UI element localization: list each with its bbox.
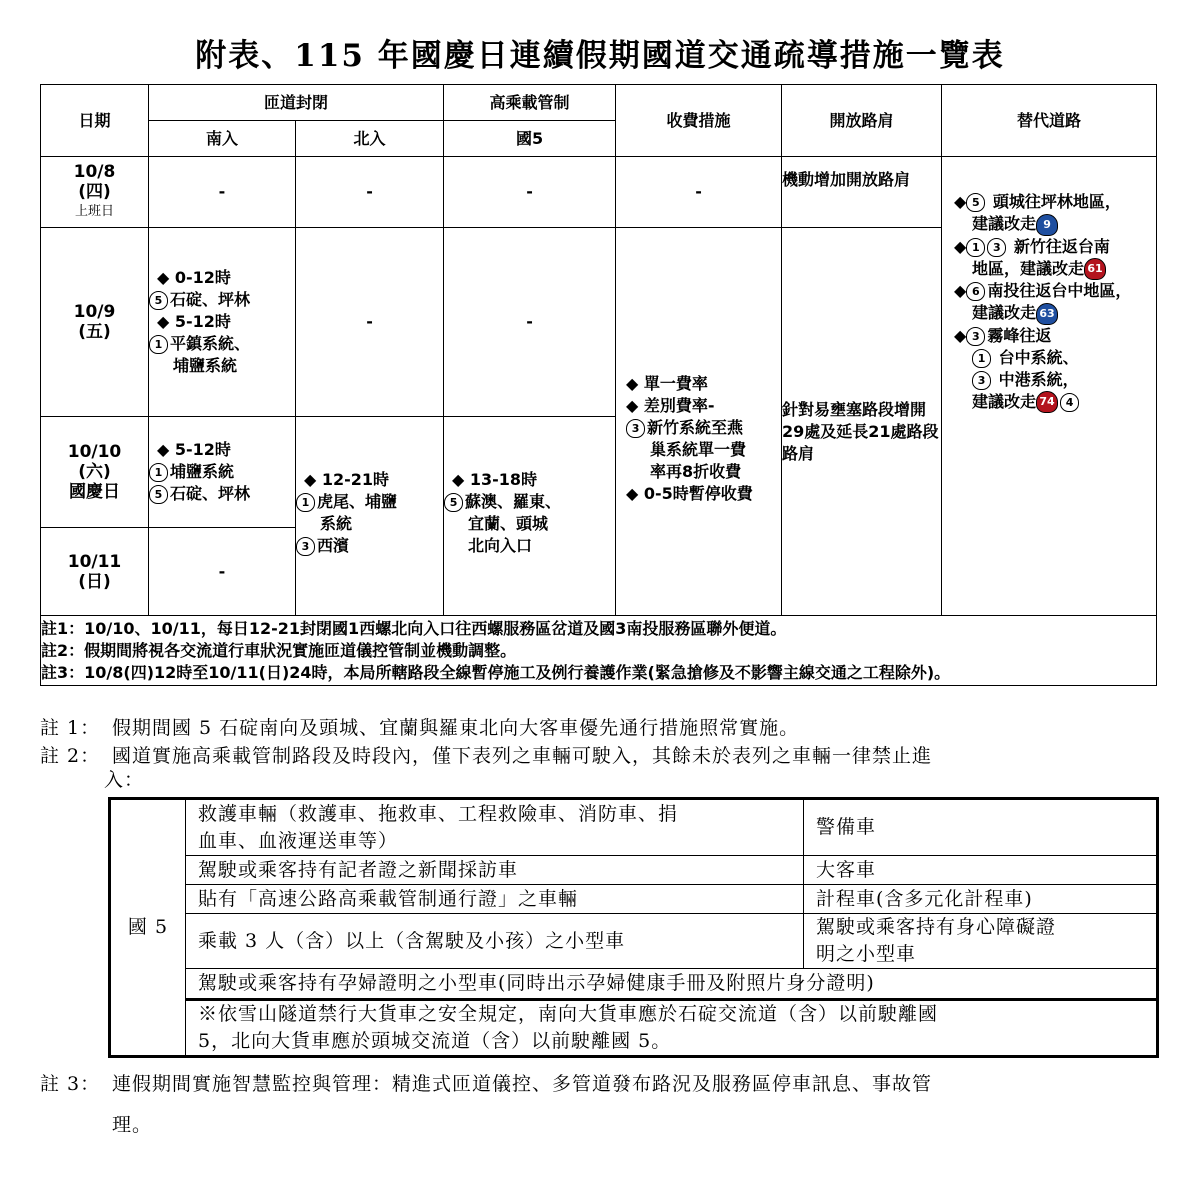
header-toll: 收費措施 bbox=[616, 85, 782, 157]
road-1-icon: 1 bbox=[296, 493, 315, 512]
alt-item-2b bbox=[954, 258, 1156, 281]
closure-time: ◆ 12-21時 bbox=[304, 470, 390, 489]
alt-item-3: ◆ 6 南投往返台中地區， bbox=[954, 281, 1132, 300]
table-notes bbox=[41, 616, 1157, 686]
south-in-10-10 bbox=[149, 417, 296, 528]
day-of-week: (六) bbox=[78, 462, 111, 482]
day-of-week: (日) bbox=[78, 571, 111, 592]
vehicle-cell bbox=[804, 914, 1158, 969]
table-note: 註1：10/10、10/11，每日12-21封閉國1西螺北向入口往西螺服務區岔道及國3南投服務區聯外便道。 bbox=[41, 618, 787, 638]
hov-10-10 bbox=[444, 417, 616, 616]
north-in-10-9: - bbox=[296, 228, 444, 417]
alt-text: 新竹往返台南 bbox=[1013, 236, 1110, 256]
alt-item-4b bbox=[954, 369, 1156, 391]
date: 10/8 bbox=[73, 162, 116, 182]
highway-63-shield-icon: 63 bbox=[1036, 303, 1058, 325]
road-4-icon: 4 bbox=[1060, 393, 1079, 412]
road-5-icon: 5 bbox=[966, 193, 985, 212]
vehicle-cell: 大客車 bbox=[804, 856, 1158, 885]
vehicle-text: 駕駛或乘客持有身心障礙證 bbox=[816, 916, 1057, 938]
road-3-icon: 3 bbox=[296, 537, 315, 556]
south-in-10-9 bbox=[149, 228, 296, 417]
hov-10-8: - bbox=[444, 157, 616, 228]
date: 10/10 bbox=[67, 442, 122, 462]
closure-time: ◆ 5-12時 bbox=[157, 312, 231, 331]
header-south-in: 南入 bbox=[149, 121, 296, 157]
road-5-icon: 5 bbox=[149, 485, 168, 504]
alt-item-4: ◆ 3 霧峰往返 bbox=[954, 325, 1052, 345]
road-1-icon: 1 bbox=[149, 335, 168, 354]
alt-route-cell bbox=[942, 157, 1157, 616]
road-3-icon: 3 bbox=[626, 419, 645, 438]
vehicle-cell: 貼有「高速公路高乘載管制通行證」之車輛 bbox=[186, 885, 804, 914]
hov-text: 北向入口 bbox=[468, 536, 533, 555]
hov-text: 蘇澳、羅東、 bbox=[465, 492, 562, 511]
header-hov: 高乘載管制 bbox=[444, 85, 616, 121]
toll-item: ◆ 差別費率- bbox=[626, 395, 715, 415]
day-note: 上班日 bbox=[74, 204, 114, 219]
alt-item-4c bbox=[954, 391, 1156, 414]
south-in-10-8: - bbox=[149, 157, 296, 228]
closure-time: ◆ 5-12時 bbox=[157, 440, 231, 459]
shoulder-10-8: 機動增加開放路肩 bbox=[782, 157, 942, 228]
day-note: 國慶日 bbox=[69, 482, 120, 502]
note-2 bbox=[40, 743, 1160, 769]
highway-9-shield-icon: 9 bbox=[1036, 214, 1058, 236]
road-6-icon: 6 bbox=[966, 282, 985, 301]
note-label: 註 3： bbox=[40, 1073, 101, 1095]
vehicle-text: 血車、血液運送車等） bbox=[198, 829, 399, 852]
closure-text: 西濱 bbox=[317, 536, 350, 555]
header-shoulder: 開放路肩 bbox=[782, 85, 942, 157]
closure-text: 埔鹽系統 bbox=[173, 356, 238, 375]
note-3 bbox=[40, 1071, 1160, 1097]
table-note: 註3：10/8(四)12時至10/11(日)24時，本局所轄路段全線暫停施工及例行養護作業(緊急搶修及不影響主線交通之工程除外)。 bbox=[41, 662, 951, 682]
toll-item: 率再8折收費 bbox=[650, 461, 742, 481]
note-label: 註 1： bbox=[40, 717, 101, 739]
toll-item: ◆ 0-5時暫停收費 bbox=[626, 483, 753, 503]
vehicle-text: 救護車輛（救護車、拖救車、工程救險車、消防車、捐 bbox=[198, 802, 679, 825]
date-cell-10-10 bbox=[41, 417, 149, 528]
note-text: 國道實施高乘載管制路段及時段內，僅下表列之車輛可駛入，其餘未於表列之車輛一律禁止進 bbox=[112, 745, 933, 767]
hov-10-9: - bbox=[444, 228, 616, 417]
vehicle-cell: 駕駛或乘客持有記者證之新聞採訪車 bbox=[186, 856, 804, 885]
table-note: 註2：假期間將視各交流道行車狀況實施匝道儀控管制並機動調整。 bbox=[41, 640, 517, 660]
vehicle-cell: 駕駛或乘客持有孕婦證明之小型車(同時出示孕婦健康手冊及附照片身分證明) bbox=[186, 969, 1158, 1000]
alt-item-4a bbox=[954, 347, 1156, 369]
page-title: 附表、115 年國慶日連續假期國道交通疏導措施一覽表 bbox=[195, 38, 1005, 74]
vehicle-note bbox=[186, 1000, 1158, 1057]
closure-text: 虎尾、埔鹽 bbox=[317, 492, 398, 511]
date: 10/11 bbox=[67, 551, 122, 572]
alt-text: 南投往返台中地區， bbox=[987, 281, 1132, 300]
alt-text: 中港系統， bbox=[998, 369, 1079, 389]
alt-text: 建議改走 bbox=[972, 391, 1037, 411]
road-5-icon: 5 bbox=[444, 493, 463, 512]
note-3-cont: 理。 bbox=[112, 1114, 153, 1136]
hov-text: 宜蘭、頭城 bbox=[468, 514, 549, 533]
road-3-icon: 3 bbox=[972, 371, 991, 390]
road-3-icon: 3 bbox=[966, 327, 985, 346]
header-north-in: 北入 bbox=[296, 121, 444, 157]
alt-item-3b bbox=[954, 302, 1156, 325]
alt-text: 霧峰往返 bbox=[987, 325, 1052, 345]
alt-text: 台中系統、 bbox=[998, 347, 1079, 367]
header-alt-route: 替代道路 bbox=[942, 85, 1157, 157]
date-cell-10-9 bbox=[41, 228, 149, 417]
closure-text: 平鎮系統、 bbox=[170, 334, 251, 353]
closure-text: 石碇、坪林 bbox=[170, 484, 251, 503]
north-in-10-10 bbox=[296, 417, 444, 616]
vehicle-cell: 警備車 bbox=[804, 799, 1158, 856]
vehicle-road: 國 5 bbox=[110, 799, 186, 1057]
vehicle-text: 明之小型車 bbox=[816, 943, 917, 965]
vehicle-cell bbox=[186, 799, 804, 856]
alt-item-1: ◆ 5 頭城往坪林地區， bbox=[954, 192, 1121, 211]
alt-text: 地區，建議改走 bbox=[972, 258, 1085, 278]
closure-text: 埔鹽系統 bbox=[170, 462, 235, 481]
note-text: 假期間國 5 石碇南向及頭城、宜蘭與羅東北向大客車優先通行措施照常實施。 bbox=[112, 717, 800, 739]
vehicle-text: 5，北向大貨車應於頭城交流道（含）以前駛離國 5。 bbox=[198, 1030, 672, 1052]
shoulder-cell: 針對易壅塞路段增開29處及延長21處路段路肩 bbox=[782, 228, 942, 616]
alt-text: 頭城往坪林地區， bbox=[992, 192, 1121, 211]
alt-text: 建議改走 bbox=[972, 303, 1037, 322]
day-of-week: (四) bbox=[78, 182, 111, 202]
north-in-10-8: - bbox=[296, 157, 444, 228]
toll-10-8: - bbox=[616, 157, 782, 228]
highway-61-shield-icon: 61 bbox=[1084, 258, 1106, 280]
vehicle-text: ※依雪山隧道禁行大貨車之安全規定，南向大貨車應於石碇交流道（含）以前駛離國 bbox=[198, 1003, 939, 1025]
toll-item: ◆ 單一費率 bbox=[626, 373, 708, 393]
road-1-icon: 1 bbox=[149, 463, 168, 482]
road-1-icon: 1 bbox=[972, 349, 991, 368]
day-of-week: (五) bbox=[78, 322, 111, 342]
south-in-10-11: - bbox=[149, 528, 296, 616]
vehicle-cell: 乘載 3 人（含）以上（含駕駛及小孩）之小型車 bbox=[186, 914, 804, 969]
alt-text: 建議改走 bbox=[972, 214, 1037, 233]
highway-74-shield-icon: 74 bbox=[1036, 391, 1058, 413]
road-5-icon: 5 bbox=[149, 291, 168, 310]
date-cell-10-8 bbox=[41, 157, 149, 228]
permitted-vehicles-table bbox=[108, 797, 1159, 1058]
alt-item-2: ◆ 1 3 新竹往返台南 bbox=[954, 236, 1110, 256]
hov-time: ◆ 13-18時 bbox=[452, 470, 538, 489]
toll-item: 新竹系統至燕 bbox=[647, 417, 744, 437]
measures-table bbox=[40, 84, 1157, 686]
date: 10/9 bbox=[73, 302, 116, 322]
closure-text: 石碇、坪林 bbox=[170, 290, 251, 309]
closure-text: 系統 bbox=[320, 514, 353, 533]
closure-time: ◆ 0-12時 bbox=[157, 268, 231, 287]
toll-item: 巢系統單一費 bbox=[650, 439, 747, 459]
header-date: 日期 bbox=[41, 85, 149, 157]
header-hov-road: 國5 bbox=[444, 121, 616, 157]
road-3-icon: 3 bbox=[987, 238, 1006, 257]
note-label: 註 2： bbox=[40, 745, 101, 767]
date-cell-10-11 bbox=[41, 528, 149, 616]
note-2-cont: 入： bbox=[104, 769, 145, 791]
note-text: 連假期間實施智慧監控與管理：精進式匝道儀控、多管道發布路況及服務區停車訊息、事故管 bbox=[112, 1073, 933, 1095]
toll-cell bbox=[616, 228, 782, 616]
road-1-icon: 1 bbox=[966, 238, 985, 257]
alt-item-1b bbox=[954, 213, 1156, 236]
vehicle-cell: 計程車(含多元化計程車) bbox=[804, 885, 1158, 914]
note-1 bbox=[40, 715, 1160, 741]
header-ramp-closure: 匝道封閉 bbox=[149, 85, 444, 121]
